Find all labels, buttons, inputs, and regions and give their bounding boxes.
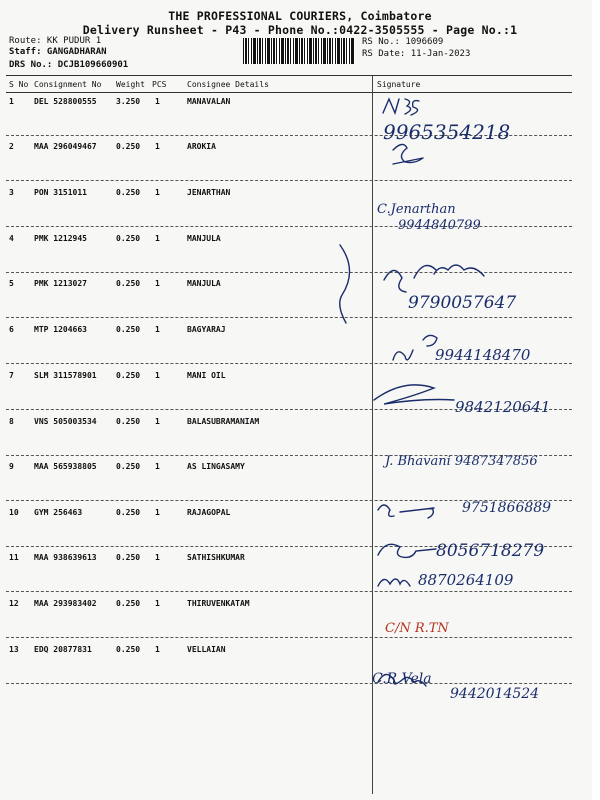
row-sno: 5 — [9, 279, 14, 288]
row-weight: 0.250 — [116, 462, 141, 471]
signature-3-phone: 9944840799 — [398, 218, 481, 233]
row-weight: 0.250 — [116, 645, 141, 654]
table-row — [0, 234, 372, 274]
row-separator — [6, 455, 572, 456]
table-row — [0, 279, 372, 319]
staff-label: Staff: GANGADHARAN — [9, 47, 107, 57]
col-consignee-header: Consignee Details — [187, 80, 269, 89]
row-pcs: 1 — [155, 417, 160, 426]
row-pcs: 1 — [155, 462, 160, 471]
row-separator — [6, 226, 572, 227]
table-row — [0, 97, 372, 137]
company-title: THE PROFESSIONAL COURIERS, Coimbatore — [168, 9, 432, 23]
signature-10-phone: 9751866889 — [462, 500, 552, 516]
rs-date: RS Date: 11-Jan-2023 — [362, 49, 471, 59]
row-consignee: VELLAIAN — [187, 645, 226, 654]
row-consignment-no: DEL 528800555 — [34, 97, 97, 106]
row-pcs: 1 — [155, 371, 160, 380]
signature-13-name: C.R Vela — [372, 671, 432, 687]
row-consignment-no: GYM 256463 — [34, 508, 83, 517]
row-consignee: AS LINGASAMY — [187, 462, 245, 471]
row-separator — [6, 272, 572, 273]
table-row — [0, 599, 372, 639]
row-pcs: 1 — [155, 188, 160, 197]
signature-11-phone-1: 8056718279 — [436, 541, 545, 561]
row-weight: 0.250 — [116, 188, 141, 197]
header-top-rule — [6, 75, 572, 76]
signature-12-text: C/N R.TN — [385, 621, 449, 636]
table-row — [0, 508, 372, 548]
row-consignee: THIRUVENKATAM — [187, 599, 250, 608]
signature-column-divider — [372, 76, 373, 794]
table-row — [0, 462, 372, 502]
row-pcs: 1 — [155, 234, 160, 243]
table-row — [0, 417, 372, 457]
col-weight-header: Weight — [116, 80, 145, 89]
row-separator — [6, 135, 572, 136]
row-separator — [6, 180, 572, 181]
row-sno: 1 — [9, 97, 14, 106]
row-sno: 13 — [9, 645, 19, 654]
signature-9-text: J. Bhavani 9487347856 — [385, 454, 538, 469]
row-sno: 4 — [9, 234, 14, 243]
row-separator — [6, 683, 572, 684]
table-row — [0, 142, 372, 182]
row-pcs: 1 — [155, 508, 160, 517]
col-sno-header: S No — [9, 80, 29, 89]
row-sno: 2 — [9, 142, 14, 151]
row-weight: 0.250 — [116, 234, 141, 243]
row-consignee: MANJULA — [187, 279, 221, 288]
row-separator — [6, 363, 572, 364]
row-pcs: 1 — [155, 645, 160, 654]
row-sno: 8 — [9, 417, 14, 426]
row-weight: 0.250 — [116, 279, 141, 288]
row-sno: 10 — [9, 508, 19, 517]
row-pcs: 1 — [155, 142, 160, 151]
row-consignment-no: MTP 1204663 — [34, 325, 87, 334]
row-consignee: SATHISHKUMAR — [187, 553, 245, 562]
drs-number: DRS No.: DCJB109660901 — [9, 60, 129, 70]
row-sno: 3 — [9, 188, 14, 197]
table-row — [0, 188, 372, 228]
runsheet-subtitle: Delivery Runsheet - P43 - Phone No.:0422-3505555 - Page No.:1 — [82, 23, 518, 37]
barcode-image — [243, 38, 355, 64]
row-consignment-no: MAA 296049467 — [34, 142, 97, 151]
row-sno: 12 — [9, 599, 19, 608]
row-separator — [6, 637, 572, 638]
table-row — [0, 553, 372, 593]
row-weight: 0.250 — [116, 508, 141, 517]
col-signature-header: Signature — [377, 80, 421, 89]
col-pcs-header: PCS — [152, 80, 167, 89]
row-consignee: BALASUBRAMANIAM — [187, 417, 260, 426]
row-pcs: 1 — [155, 97, 160, 106]
row-sno: 9 — [9, 462, 14, 471]
row-consignment-no: MAA 938639613 — [34, 553, 97, 562]
rs-number: RS No.: 1096609 — [362, 37, 444, 47]
row-pcs: 1 — [155, 599, 160, 608]
signature-1-phone: 9965354218 — [383, 120, 511, 144]
row-sno: 11 — [9, 553, 19, 562]
row-pcs: 1 — [155, 553, 160, 562]
row-consignment-no: VNS 505003534 — [34, 417, 97, 426]
row-sno: 6 — [9, 325, 14, 334]
row-separator — [6, 409, 572, 410]
signature-5-phone: 9790057647 — [408, 293, 517, 313]
row-weight: 0.250 — [116, 371, 141, 380]
row-consignee: RAJAGOPAL — [187, 508, 231, 517]
col-consignment-header: Consignment No — [34, 80, 102, 89]
row-consignee: MANI OIL — [187, 371, 226, 380]
row-pcs: 1 — [155, 279, 160, 288]
signature-7-phone: 9842120641 — [455, 398, 551, 416]
row-separator — [6, 546, 572, 547]
route-label: Route: KK PUDUR 1 — [9, 36, 102, 46]
row-consignment-no: PON 3151011 — [34, 188, 87, 197]
row-consignment-no: PMK 1213027 — [34, 279, 87, 288]
row-consignee: MANJULA — [187, 234, 221, 243]
row-consignee: MANAVALAN — [187, 97, 231, 106]
table-row — [0, 371, 372, 411]
row-weight: 0.250 — [116, 417, 141, 426]
row-consignment-no: MAA 565938805 — [34, 462, 97, 471]
row-weight: 0.250 — [116, 599, 141, 608]
row-separator — [6, 317, 572, 318]
row-consignment-no: MAA 293983402 — [34, 599, 97, 608]
row-separator — [6, 500, 572, 501]
row-weight: 0.250 — [116, 553, 141, 562]
row-consignee: AROKIA — [187, 142, 216, 151]
signature-3-name: C.Jenarthan — [377, 202, 456, 217]
row-consignment-no: EDQ 20877831 — [34, 645, 92, 654]
row-consignee: BAGYARAJ — [187, 325, 226, 334]
signature-6-phone: 9944148470 — [435, 346, 531, 364]
row-consignee: JENARTHAN — [187, 188, 231, 197]
row-sno: 7 — [9, 371, 14, 380]
table-row — [0, 645, 372, 685]
row-weight: 3.250 — [116, 97, 141, 106]
table-row — [0, 325, 372, 365]
signature-11-phone-2: 8870264109 — [418, 571, 514, 589]
signature-13-phone: 9442014524 — [450, 686, 540, 702]
row-consignment-no: SLM 311578901 — [34, 371, 97, 380]
row-weight: 0.250 — [116, 325, 141, 334]
row-pcs: 1 — [155, 325, 160, 334]
page-edge — [592, 0, 600, 800]
row-consignment-no: PMK 1212945 — [34, 234, 87, 243]
row-weight: 0.250 — [116, 142, 141, 151]
row-separator — [6, 591, 572, 592]
header-bottom-rule — [6, 92, 572, 93]
